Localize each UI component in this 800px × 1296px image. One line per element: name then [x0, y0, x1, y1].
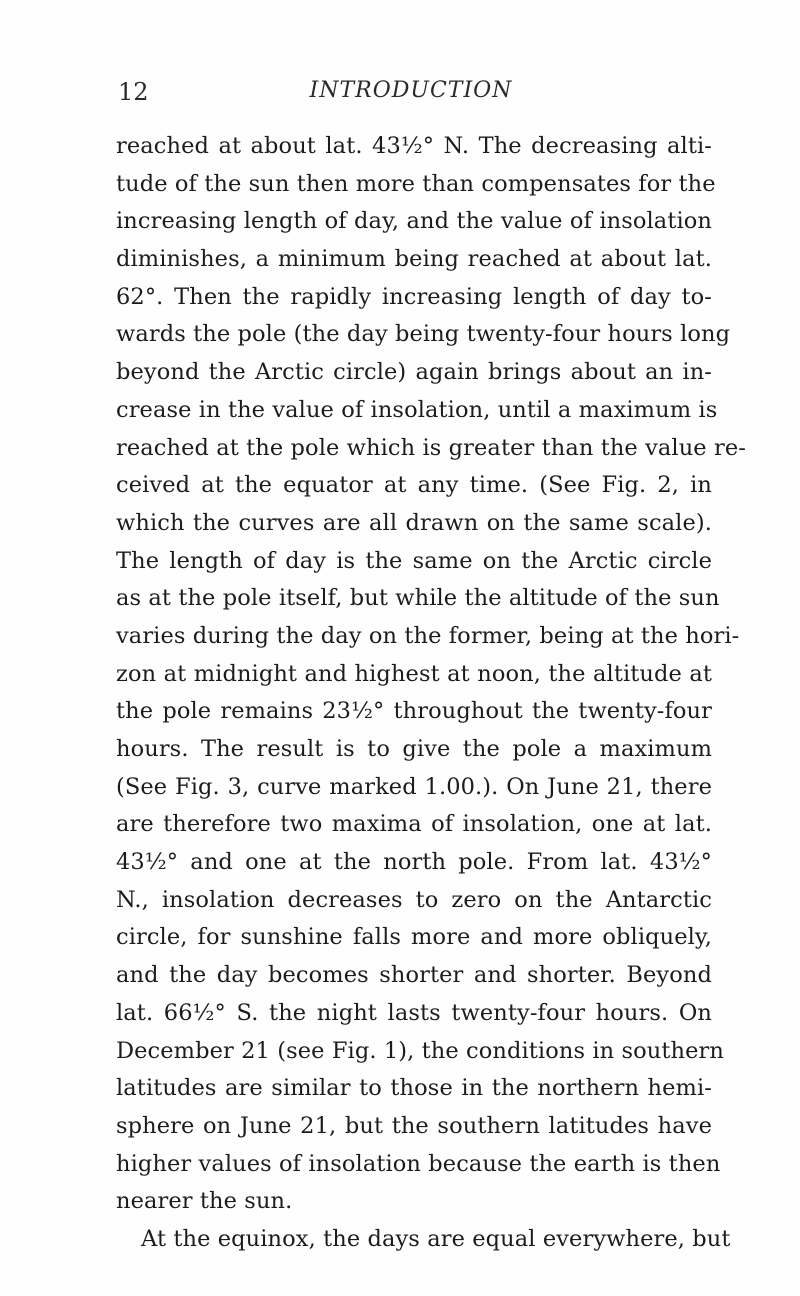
text-line: At the equinox, the days are equal everywhere, but	[141, 1225, 731, 1252]
text-line: wards the pole (the day being twenty-four hours long	[116, 321, 731, 348]
text-line: crease in the value of insolation, until a maximum is	[116, 396, 718, 423]
text-line: the pole remains 23½° throughout the twenty-four	[116, 698, 712, 725]
text-line: circle, for sunshine falls more and more obliquely,	[116, 924, 712, 951]
body-text	[116, 128, 746, 1259]
text-line: The length of day is the same on the Arctic circle	[116, 547, 712, 574]
text-line: zon at midnight and highest at noon, the altitude at	[116, 660, 712, 687]
text-line: (See Fig. 3, curve marked 1.00.). On June 21, there	[116, 773, 712, 800]
text-line: as at the pole itself, but while the altitude of the sun	[116, 585, 720, 612]
text-line: are therefore two maxima of insolation, one at lat.	[116, 811, 712, 838]
page-header	[116, 78, 706, 112]
text-line: December 21 (see Fig. 1), the conditions in southern	[116, 1037, 724, 1064]
text-line: nearer the sun.	[116, 1188, 293, 1215]
running-head: INTRODUCTION	[309, 78, 513, 103]
text-line: higher values of insolation because the earth is then	[116, 1150, 721, 1177]
page-number: 12	[118, 78, 149, 106]
text-line: which the curves are all drawn on the same scale).	[116, 509, 712, 536]
text-line: and the day becomes shorter and shorter. Beyond	[116, 962, 712, 989]
text-line: beyond the Arctic circle) again brings about an in-	[116, 359, 712, 386]
text-line: increasing length of day, and the value of insolation	[116, 208, 712, 235]
text-line: diminishes, a minimum being reached at about lat.	[116, 246, 712, 273]
text-line: varies during the day on the former, being at the hori-	[116, 622, 740, 649]
text-line: sphere on June 21, but the southern latitudes have	[116, 1112, 712, 1139]
text-line: tude of the sun then more than compensates for the	[116, 170, 716, 197]
text-line: hours. The result is to give the pole a maximum	[116, 736, 712, 762]
text-line: reached at about lat. 43½° N. The decreasing alti-	[116, 133, 712, 159]
text-line: 62°. Then the rapidly increasing length of day to-	[116, 283, 712, 310]
text-line: latitudes are similar to those in the northern hemi-	[116, 1075, 712, 1102]
text-line: 43½° and one at the north pole. From lat. 43½°	[116, 849, 712, 876]
text-line: reached at the pole which is greater than the value re-	[116, 434, 746, 461]
text-line: lat. 66½° S. the night lasts twenty-four hours. On	[116, 999, 712, 1026]
text-line: N., insolation decreases to zero on the Antarctic	[116, 886, 712, 913]
text-line: ceived at the equator at any time. (See Fig. 2, in	[116, 472, 712, 499]
